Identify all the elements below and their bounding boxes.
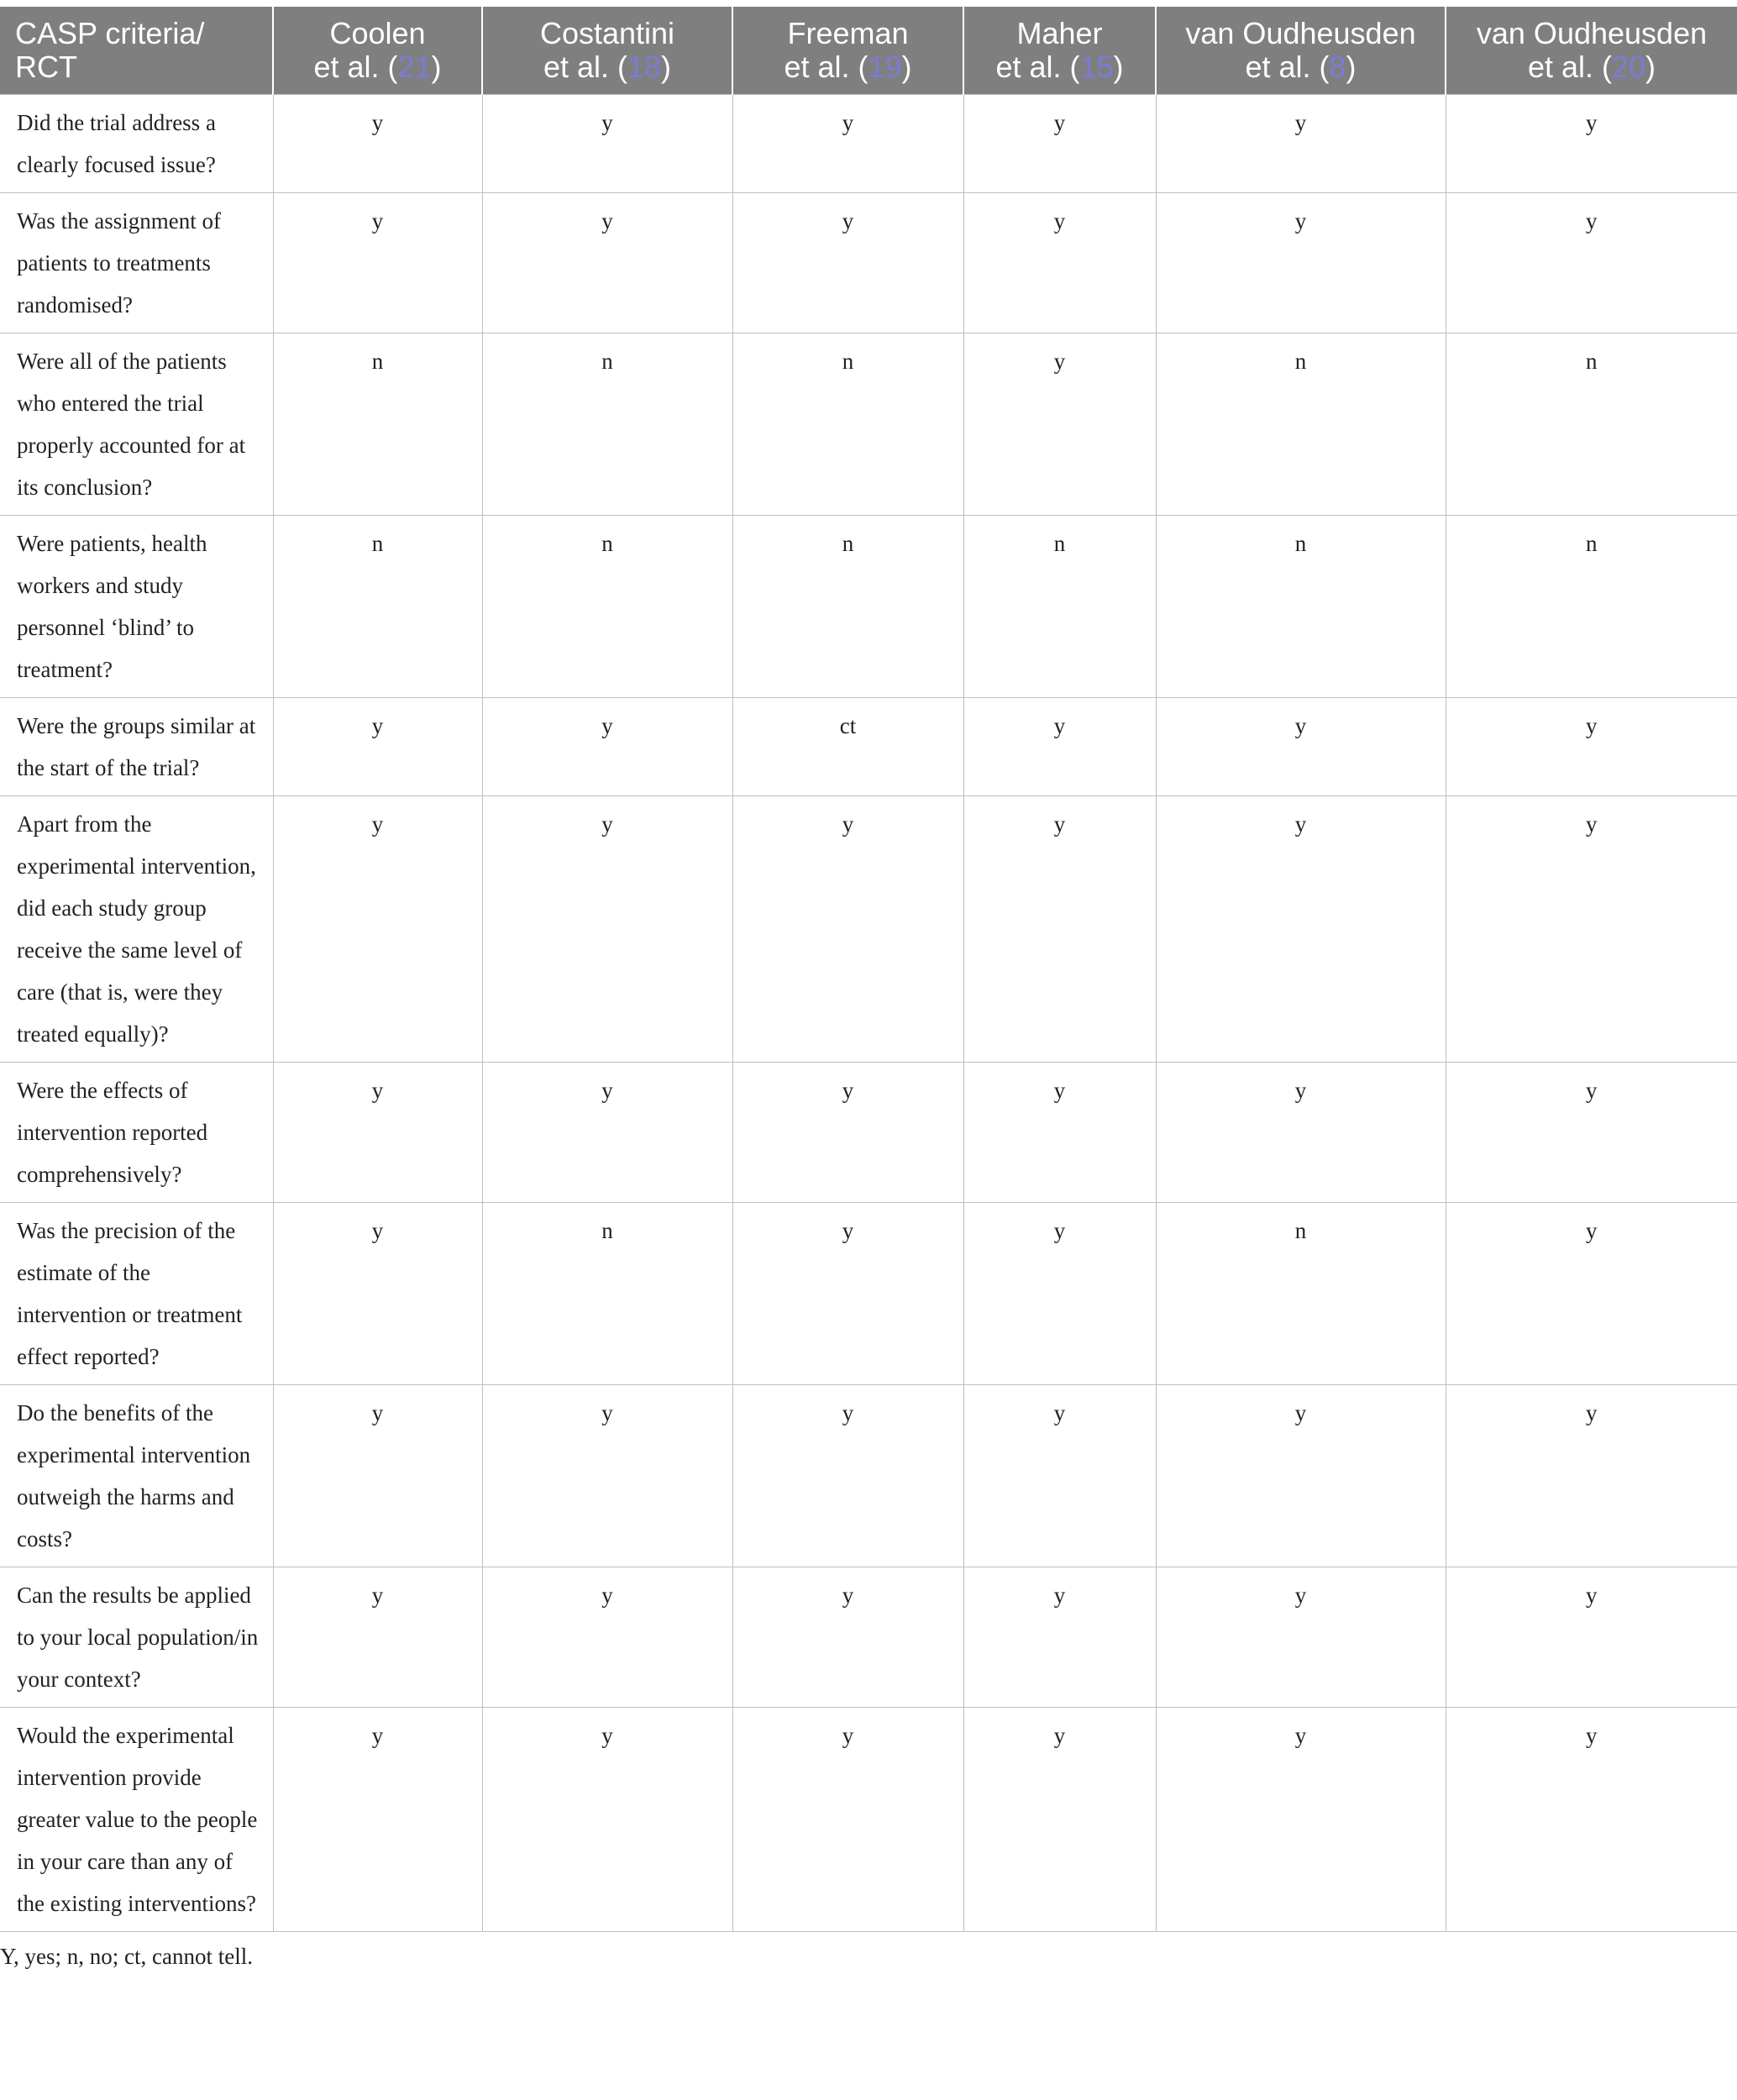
reference-link[interactable]: 21	[397, 49, 432, 84]
study-citation	[1167, 50, 1435, 84]
study-citation	[1456, 50, 1727, 84]
study-etal: et al. (	[1245, 49, 1330, 84]
study-etal: et al. (	[784, 49, 868, 84]
header-study-2	[482, 7, 732, 94]
rating-cell: y	[273, 1202, 482, 1384]
header-study-5	[1156, 7, 1446, 94]
rating-cell: y	[963, 333, 1156, 515]
reference-link[interactable]: 8	[1329, 49, 1346, 84]
rating-cell: y	[732, 94, 963, 192]
criterion-cell: Can the results be applied to your local population/in your context?	[0, 1567, 273, 1707]
study-author: Freeman	[787, 15, 909, 50]
rating-cell: y	[482, 1707, 732, 1931]
rating-cell: y	[963, 697, 1156, 795]
rating-cell: y	[1156, 1567, 1446, 1707]
rating-cell: y	[1446, 94, 1737, 192]
rating-cell: y	[963, 1384, 1156, 1567]
reference-link[interactable]: 19	[868, 49, 902, 84]
reference-link[interactable]: 15	[1079, 49, 1114, 84]
table-row	[0, 94, 1737, 192]
rating-cell: y	[963, 1062, 1156, 1202]
rating-cell: y	[963, 94, 1156, 192]
rating-cell: y	[1156, 1062, 1446, 1202]
criterion-cell: Did the trial address a clearly focused issue?	[0, 94, 273, 192]
table-row	[0, 697, 1737, 795]
rating-cell: y	[732, 192, 963, 333]
rating-cell: n	[1156, 1202, 1446, 1384]
study-citation-close: )	[1645, 49, 1656, 84]
table-row	[0, 795, 1737, 1062]
rating-cell: y	[273, 192, 482, 333]
rating-cell: n	[1446, 515, 1737, 697]
rating-cell: y	[1156, 1707, 1446, 1931]
criterion-cell: Apart from the experimental intervention, did each study group receive the same level of care (that is, were they treated equally)?	[0, 795, 273, 1062]
rating-cell: y	[273, 697, 482, 795]
rating-cell: y	[273, 1567, 482, 1707]
rating-cell: y	[1446, 795, 1737, 1062]
rating-cell: ct	[732, 697, 963, 795]
study-citation	[493, 50, 722, 84]
rating-cell: y	[1446, 192, 1737, 333]
rating-cell: y	[963, 795, 1156, 1062]
criterion-cell: Were the groups similar at the start of the trial?	[0, 697, 273, 795]
rating-cell: y	[732, 1384, 963, 1567]
study-citation-close: )	[661, 49, 672, 84]
criterion-cell: Were patients, health workers and study personnel ‘blind’ to treatment?	[0, 515, 273, 697]
rating-cell: n	[482, 1202, 732, 1384]
rating-cell: y	[1156, 94, 1446, 192]
header-study-6	[1446, 7, 1737, 94]
rating-cell: y	[1156, 697, 1446, 795]
rating-cell: n	[732, 515, 963, 697]
header-criteria-label: CASP criteria/ RCT	[15, 15, 205, 84]
rating-cell: y	[1446, 1202, 1737, 1384]
rating-cell: y	[1156, 795, 1446, 1062]
table-row	[0, 1202, 1737, 1384]
study-citation-close: )	[1346, 49, 1357, 84]
table-row	[0, 333, 1737, 515]
criterion-cell: Were all of the patients who entered the trial properly accounted for at its conclusion?	[0, 333, 273, 515]
criterion-cell: Was the assignment of patients to treatments randomised?	[0, 192, 273, 333]
header-row	[0, 7, 1737, 94]
rating-cell: y	[482, 795, 732, 1062]
rating-cell: n	[1156, 515, 1446, 697]
reference-link[interactable]: 20	[1612, 49, 1646, 84]
rating-cell: n	[482, 333, 732, 515]
criterion-cell: Were the effects of intervention reported comprehensively?	[0, 1062, 273, 1202]
criterion-cell: Do the benefits of the experimental intervention outweigh the harms and costs?	[0, 1384, 273, 1567]
rating-cell: y	[482, 1384, 732, 1567]
rating-cell: y	[1156, 1384, 1446, 1567]
rating-cell: n	[273, 333, 482, 515]
header-study-4	[963, 7, 1156, 94]
criterion-cell: Would the experimental intervention provide greater value to the people in your care than any of the existing interventions?	[0, 1707, 273, 1931]
rating-cell: y	[732, 1707, 963, 1931]
casp-appraisal-table	[0, 7, 1737, 1932]
reference-link[interactable]: 18	[627, 49, 662, 84]
study-author: van Oudheusden	[1476, 15, 1708, 50]
rating-cell: y	[482, 697, 732, 795]
rating-cell: y	[1446, 1384, 1737, 1567]
study-citation-close: )	[431, 49, 442, 84]
table-row	[0, 515, 1737, 697]
table-row	[0, 1707, 1737, 1931]
study-etal: et al. (	[543, 49, 627, 84]
study-citation-close: )	[901, 49, 912, 84]
rating-cell: y	[1446, 1062, 1737, 1202]
study-citation	[284, 50, 471, 84]
rating-cell: y	[963, 192, 1156, 333]
rating-cell: y	[482, 1062, 732, 1202]
table-footnote: Y, yes; n, no; ct, cannot tell.	[0, 1943, 253, 1969]
rating-cell: y	[732, 1567, 963, 1707]
study-citation	[974, 50, 1145, 84]
header-study-1	[273, 7, 482, 94]
rating-cell: y	[273, 795, 482, 1062]
rating-cell: y	[732, 1062, 963, 1202]
study-citation-close: )	[1113, 49, 1124, 84]
rating-cell: n	[273, 515, 482, 697]
table-body	[0, 94, 1737, 1931]
header-criteria	[0, 7, 273, 94]
rating-cell: y	[273, 1062, 482, 1202]
header-study-3	[732, 7, 963, 94]
rating-cell: y	[273, 94, 482, 192]
table-header	[0, 7, 1737, 94]
rating-cell: y	[482, 192, 732, 333]
rating-cell: y	[482, 1567, 732, 1707]
rating-cell: y	[963, 1202, 1156, 1384]
criterion-cell: Was the precision of the estimate of the intervention or treatment effect reported?	[0, 1202, 273, 1384]
study-etal: et al. (	[995, 49, 1080, 84]
table-row	[0, 1384, 1737, 1567]
rating-cell: n	[1156, 333, 1446, 515]
study-citation	[743, 50, 952, 84]
table-row	[0, 192, 1737, 333]
rating-cell: n	[963, 515, 1156, 697]
study-author: Costantini	[539, 15, 675, 50]
rating-cell: n	[732, 333, 963, 515]
table-row	[0, 1567, 1737, 1707]
document-page	[0, 7, 1737, 1970]
rating-cell: y	[963, 1707, 1156, 1931]
rating-cell: y	[732, 1202, 963, 1384]
rating-cell: y	[482, 94, 732, 192]
rating-cell: y	[1446, 1567, 1737, 1707]
rating-cell: y	[963, 1567, 1156, 1707]
rating-cell: y	[273, 1384, 482, 1567]
rating-cell: y	[273, 1707, 482, 1931]
study-etal: et al. (	[313, 49, 398, 84]
rating-cell: n	[1446, 333, 1737, 515]
study-etal: et al. (	[1527, 49, 1612, 84]
rating-cell: y	[1446, 1707, 1737, 1931]
rating-cell: y	[1446, 697, 1737, 795]
rating-cell: y	[732, 795, 963, 1062]
table-row	[0, 1062, 1737, 1202]
study-author: Maher	[1016, 15, 1103, 50]
rating-cell: n	[482, 515, 732, 697]
study-author: Coolen	[329, 15, 426, 50]
study-author: van Oudheusden	[1185, 15, 1416, 50]
rating-cell: y	[1156, 192, 1446, 333]
